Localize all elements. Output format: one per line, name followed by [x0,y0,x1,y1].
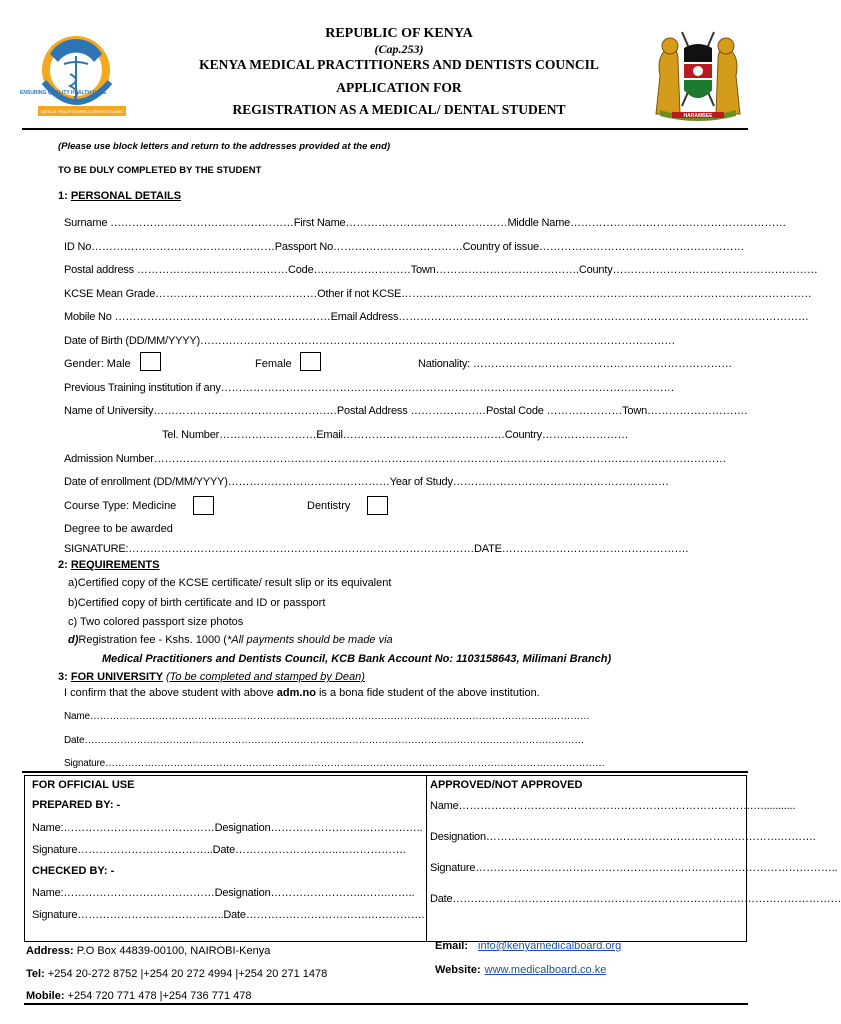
requirement-c-label: c) [68,616,78,628]
section3-subtitle: (To be completed and stamped by Dean) [166,671,365,683]
official-divider [22,771,748,773]
coat-motto: HARAMBEE [683,113,713,119]
logo-motto: ENSURING QUALITY HEALTH CARE [20,90,107,96]
confirm-pre: I confirm that the above student with above [64,687,277,699]
gender-male-label: Gender: Male [64,358,131,370]
requirement-b-text: Certified copy of birth certificate and ID or passport [77,597,326,609]
instruction-note: (Please use block letters and return to the addresses provided at the end) [58,141,391,152]
approved-date-row[interactable]: Date……………………………………………………………………………………………… [430,893,841,905]
nationality-field[interactable]: Nationality: ……………………………………………………………… [418,358,733,370]
footer-email-label: Email: [435,940,469,952]
requirement-d-text: Registration fee - Kshs. 1000 ( [78,634,227,646]
degree-label: Degree to be awarded [64,523,173,535]
section1-num: 1: [58,190,68,202]
footer-mobile-label: Mobile: [26,990,65,1002]
section1-title: PERSONAL DETAILS [70,190,182,202]
enrollment-row[interactable]: Date of enrollment (DD/MM/YYYY)………………………………………Year of Study…………………………………………………… [64,476,669,488]
official-column-divider [426,776,427,941]
course-dentistry-checkbox[interactable] [367,496,388,515]
dean-name-row[interactable]: Name……………………………………………………………………………………………………………………………………… [64,711,590,722]
section2-heading [58,559,159,571]
university-confirm [64,687,540,699]
dean-signature-row[interactable]: Signature……………………………………………………………………………………………………………………………………… [64,758,605,769]
requirement-a [68,577,391,589]
instruction-complete: TO BE DULY COMPLETED BY THE STUDENT [58,165,262,176]
section2-title: REQUIREMENTS [70,559,160,571]
header-cap: (Cap.253) [374,42,424,56]
footer-tel-label: Tel: [26,968,45,980]
section3-num: 3: [58,671,68,683]
footer-address [26,945,270,957]
requirement-c-text: Two colored passport size photos [80,616,244,628]
id-row[interactable]: ID No……………………………………………Passport No………………………………Country of issue………………………………………………… [64,241,745,253]
section3-heading [58,671,365,683]
footer-mobile [26,990,251,1002]
footer-mobile-text: +254 720 771 478 |+254 736 771 478 [64,990,252,1002]
checked-by-label: CHECKED BY: - [32,865,115,877]
postal-row[interactable]: Postal address ……………………………………Code………………………Town………………………………….County………………………………………………… [64,264,818,276]
checked-name-row[interactable]: Name:……………………………………Designation……………………..…….…….. [32,887,415,899]
surname-row[interactable]: Surname ……………………………………………First Name………………………………………Middle Name…………………………………………………… [64,217,787,229]
footer-address-label: Address: [26,945,74,957]
approved-name-row[interactable]: Name……………………………………………………………………….…........... [430,800,796,812]
course-dentistry-label: Dentistry [307,500,351,512]
requirement-d [68,634,393,646]
header-republic: REPUBLIC OF KENYA [325,26,473,41]
section1-heading [58,190,181,202]
checked-signature-row[interactable]: Signature…………………………………..Date…………………………….……………. [32,909,425,921]
requirement-a-text: Certified copy of the KCSE certificate/ result slip or its equivalent [77,577,392,589]
footer-email [435,940,621,952]
section2-num: 2: [58,559,68,571]
gender-female-label: Female [255,358,292,370]
prepared-by-label: PREPARED BY: - [32,799,121,811]
official-use-title: FOR OFFICIAL USE [32,779,135,791]
header-application: APPLICATION FOR [336,80,462,95]
dob-row[interactable]: Date of Birth (DD/MM/YYYY)…………………………………………………………………………………………………………………… [64,335,676,347]
logo-banner-text: MEDICAL PRACTITIONERS & DENTISTS BOARD [41,110,123,114]
confirm-adm: adm.no [276,687,316,699]
footer-address-text: P.O Box 44839-00100, NAIROBI-Kenya [73,945,271,957]
footer-tel [26,968,327,980]
gender-male-checkbox[interactable] [140,352,161,371]
header-divider [22,128,748,130]
confirm-post: is a bona fide student of the above institution. [315,687,540,699]
admission-row[interactable]: Admission Number…………………………………………………………………………………………………………………………………………… [64,453,727,465]
requirement-a-label: a) [68,577,78,589]
footer-tel-text: +254 20-272 8752 |+254 20 272 4994 |+254 20 271 1478 [44,968,328,980]
requirement-d-italic: *All payments should be made via [226,634,393,646]
footer-website-label: Website: [435,964,481,976]
kcse-row[interactable]: KCSE Mean Grade………………………………………Other if not KCSE…………………………………………………………………………………………………… [64,288,812,300]
university-row[interactable]: Name of University……………………………………………Postal Address …………………Postal Code …………………Town………………………. [64,405,748,417]
header-council: KENYA MEDICAL PRACTITIONERS AND DENTISTS COUNCIL [199,57,599,72]
course-medicine-checkbox[interactable] [193,496,214,515]
page-title: REGISTRATION AS A MEDICAL/ DENTAL STUDENT [232,102,566,117]
section3-title: FOR UNIVERSITY [70,671,163,683]
gender-female-checkbox[interactable] [300,352,321,371]
signature-row[interactable]: SIGNATURE:……………………………………………………………………………………DATE……………………………………………. [64,543,689,555]
approved-designation-row[interactable]: Designation……………………………………………………………………….………. [430,831,816,843]
requirement-b-label: b) [68,597,78,609]
prepared-name-row[interactable]: Name:……………………………………Designation……………………..…………….. [32,822,423,834]
requirement-b [68,597,325,609]
requirement-d-account: Medical Practitioners and Dentists Council, KCB Bank Account No: 1103158643, Milimani Branch) [102,653,612,665]
approved-signature-row[interactable]: Signature……………………………………………………………………………………….. [430,862,838,874]
footer-divider [24,1003,748,1005]
footer-email-link[interactable]: info@kenyamedicalboard.org [478,940,622,952]
course-medicine-label: Course Type: Medicine [64,500,177,512]
previous-institution-row[interactable]: Previous Training institution if any……………………………………………………………………………………………………………… [64,382,675,394]
footer-website [435,964,606,976]
footer-website-link[interactable]: www.medicalboard.co.ke [484,964,607,976]
mobile-row[interactable]: Mobile No ……………………………………………………Email Address…………………………………………………………………………………………………… [64,311,809,323]
approved-title: APPROVED/NOT APPROVED [430,779,583,791]
prepared-signature-row[interactable]: Signature………………………………..Date………………………..………………. [32,844,406,856]
tel-row[interactable]: Tel. Number………………………Email………………………………………Country…………………… [162,429,629,441]
requirement-d-label: d) [68,634,79,646]
requirement-c [68,616,243,628]
dean-date-row[interactable]: Date……………………………………………………………………………………………………………………………………… [64,735,585,746]
